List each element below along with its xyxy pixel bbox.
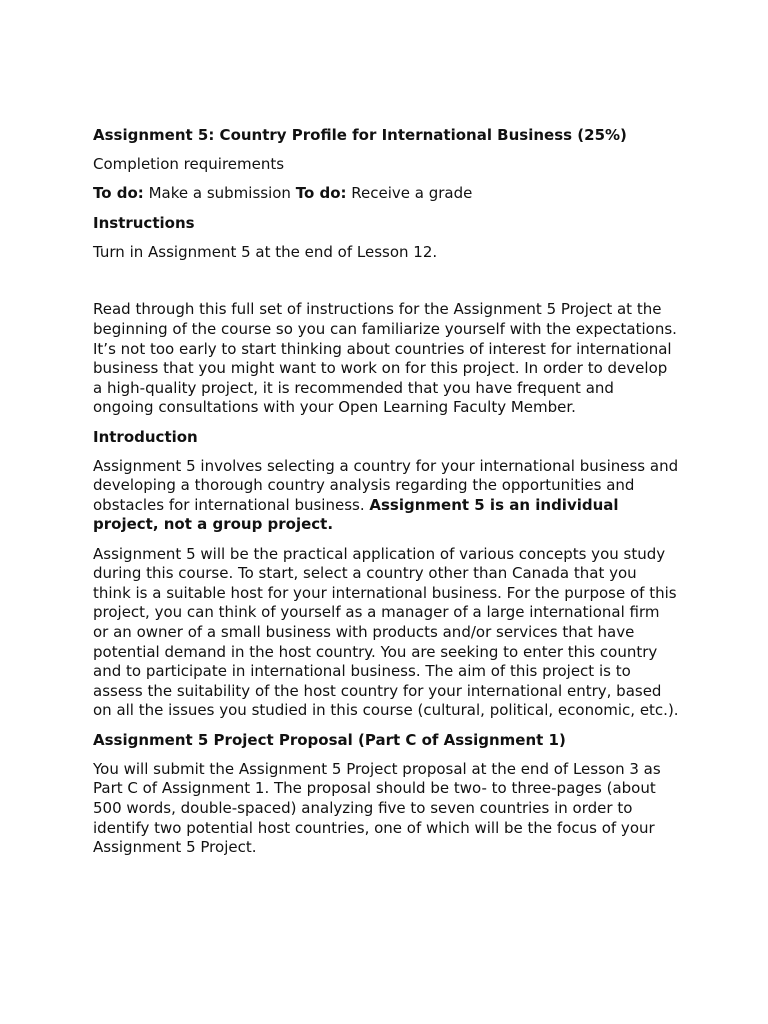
proposal-paragraph: You will submit the Assignment 5 Project proposal at the end of Lesson 3 as Part C of Assignment 1. The proposal should be two- to three-pages (about 500 words, double-spaced) analyzing five to seven countries in order to identify two potential host countries, one of which will be the focus of your Assignment 5 Project. xyxy=(93,759,661,857)
read-through-paragraph: Read through this full set of instructions for the Assignment 5 Project at the beginning of the course so you can familiarize yourself with the expectations. It’s not too early to start thinking about countries of interest for international business that you might want to work on for this project. In order to develop a high-quality project, it is recommended that you have frequent and ongoing consultations with your Open Learning Faculty Member. xyxy=(93,300,677,417)
proposal-heading: Assignment 5 Project Proposal (Part C of Assignment 1) xyxy=(93,730,566,749)
introduction-text: Assignment 5 involves selecting a country for your international business and developing a thorough country analysis regarding the opportunities and obstacles for international business. xyxy=(93,456,679,514)
completion-requirements: Completion requirements xyxy=(93,155,285,174)
turn-in-paragraph: Turn in Assignment 5 at the end of Lesson 12. xyxy=(93,242,438,261)
todo-text-grade: Receive a grade xyxy=(346,184,473,203)
document-title: Assignment 5: Country Profile for International Business (25%) xyxy=(93,126,627,144)
practical-application-paragraph: Assignment 5 will be the practical application of various concepts you study during this course. To start, select a country other than Canada that you think is a suitable host for your international business. For the purpose of this project, you can think of yourself as a manager of a large international firm or an owner of a small business with products and/or services that have potential demand in the host country. You are seeking to enter this country and to participate in international business. The aim of this project is to assess the suitability of the host country for your international entry, based on all the issues you studied in this course (cultural, political, economic, etc.). xyxy=(93,544,679,720)
individual-project-note: Assignment 5 is an individual project, not a group project. xyxy=(93,495,619,534)
document-body xyxy=(93,126,679,867)
instructions-heading: Instructions xyxy=(93,213,195,232)
todo-text-submission: Make a submission xyxy=(143,184,296,203)
todo-line xyxy=(93,184,679,204)
introduction-paragraph xyxy=(93,457,679,535)
todo-label-grade: To do: xyxy=(295,184,347,203)
introduction-heading: Introduction xyxy=(93,427,198,446)
todo-label-submission: To do: xyxy=(93,184,144,203)
